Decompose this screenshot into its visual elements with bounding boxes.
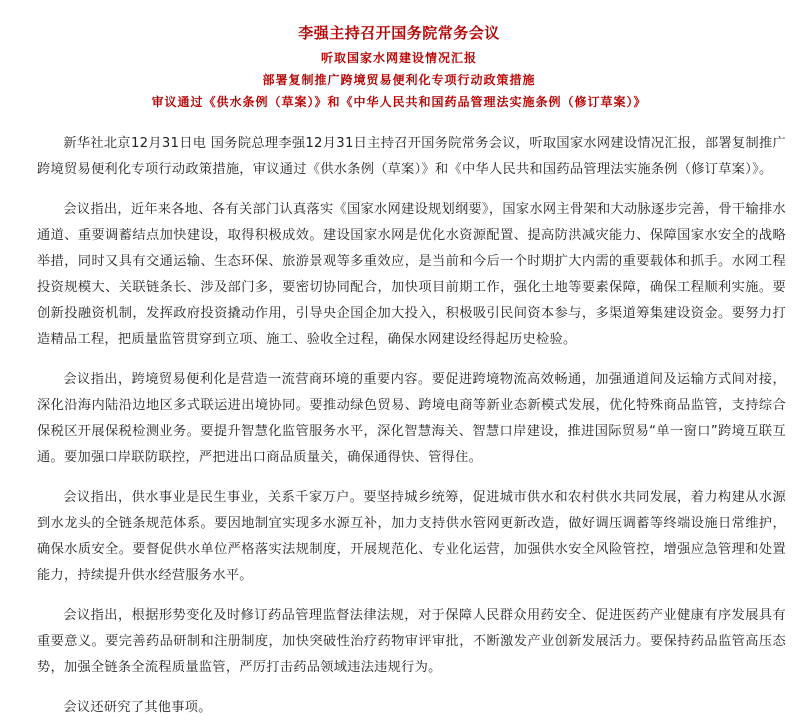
article-subtitle-2: 部署复制推广跨境贸易便利化专项行动政策措施	[262, 73, 536, 87]
article-title: 李强主持召开国务院常务会议	[298, 24, 500, 42]
article-body	[37, 131, 786, 721]
paragraph-lead: 新华社北京12月31日电 国务院总理李强12月31日主持召开国务院常务会议，听取国家水网建设情况汇报，部署复制推广跨境贸易便利化专项行动政策措施，审议通过《供水条例（草案）》和《中华人民共和国药品管理法实施条例（修订草案）》。	[37, 136, 786, 177]
paragraph-water-network: 会议指出，近年来各地、各有关部门认真落实《国家水网建设规划纲要》，国家水网主骨架和大动脉逐步完善，骨干输排水通道、重要调蓄结点加快建设，取得积极成效。建设国家水网是优化水资源配置、提高防洪减灾能力、保障国家水安全的战略举措，同时又具有交通运输、生态环保、旅游景观等多重效应，是当前和今后一个时期扩大内需的重要载体和抓手。水网工程投资规模大、关联链条长、涉及部门多，要密切协同配合，加快项目前期工作，强化土地等要素保障，确保工程顺利实施。要创新投融资机制，发挥政府投资撬动作用，引导央企国企加大投入，积极吸引民间资本参与，多渠道筹集建设资金。要努力打造精品工程，把质量监管贯穿到立项、施工、验收全过程，确保水网建设经得起历史检验。	[37, 202, 786, 347]
article-subtitle-1: 听取国家水网建设情况汇报	[320, 51, 477, 65]
article-subtitle-3: 审议通过《供水条例（草案）》和《中华人民共和国药品管理法实施条例（修订草案）》	[151, 95, 647, 109]
headline-block	[19, 22, 779, 113]
paragraph-water-supply: 会议指出，供水事业是民生事业，关系千家万户。要坚持城乡统筹，促进城市供水和农村供水共同发展，着力构建从水源到水龙头的全链条规范体系。要因地制宜实现多水源互补，加力支持供水管网更新改造，做好调压调蓄等终端设施日常维护，确保水质安全。要督促供水单位严格落实法规制度，开展规范化、专业化运营，加强供水安全风险管控，增强应急管理和处置能力，持续提升供水经营服务水平。	[37, 490, 786, 583]
paragraph-drug-regulation: 会议指出，根据形势变化及时修订药品管理监督法律法规，对于保障人民群众用药安全、促进医药产业健康有序发展具有重要意义。要完善药品研制和注册制度，加快突破性治疗药物审评审批，不断激发产业创新发展活力。要保持药品监管高压态势，加强全链条全流程质量监管，严厉打击药品领域违法违规行为。	[37, 608, 786, 675]
paragraph-closing: 会议还研究了其他事项。	[63, 700, 212, 715]
paragraph-trade-facilitation: 会议指出，跨境贸易便利化是营造一流营商环境的重要内容。要促进跨境物流高效畅通，加强通道间及运输方式间对接，深化沿海内陆沿边地区多式联运进出境协同。要推动绿色贸易、跨境电商等新业态新模式发展，优化特殊商品监管，支持综合保税区开展保税检测业务。要提升智慧化监管服务水平，深化智慧海关、智慧口岸建设，推进国际贸易“单一窗口”跨境互联互通。要加强口岸联防联控，严把进出口商品质量关，确保通得快、管得住。	[37, 372, 786, 465]
